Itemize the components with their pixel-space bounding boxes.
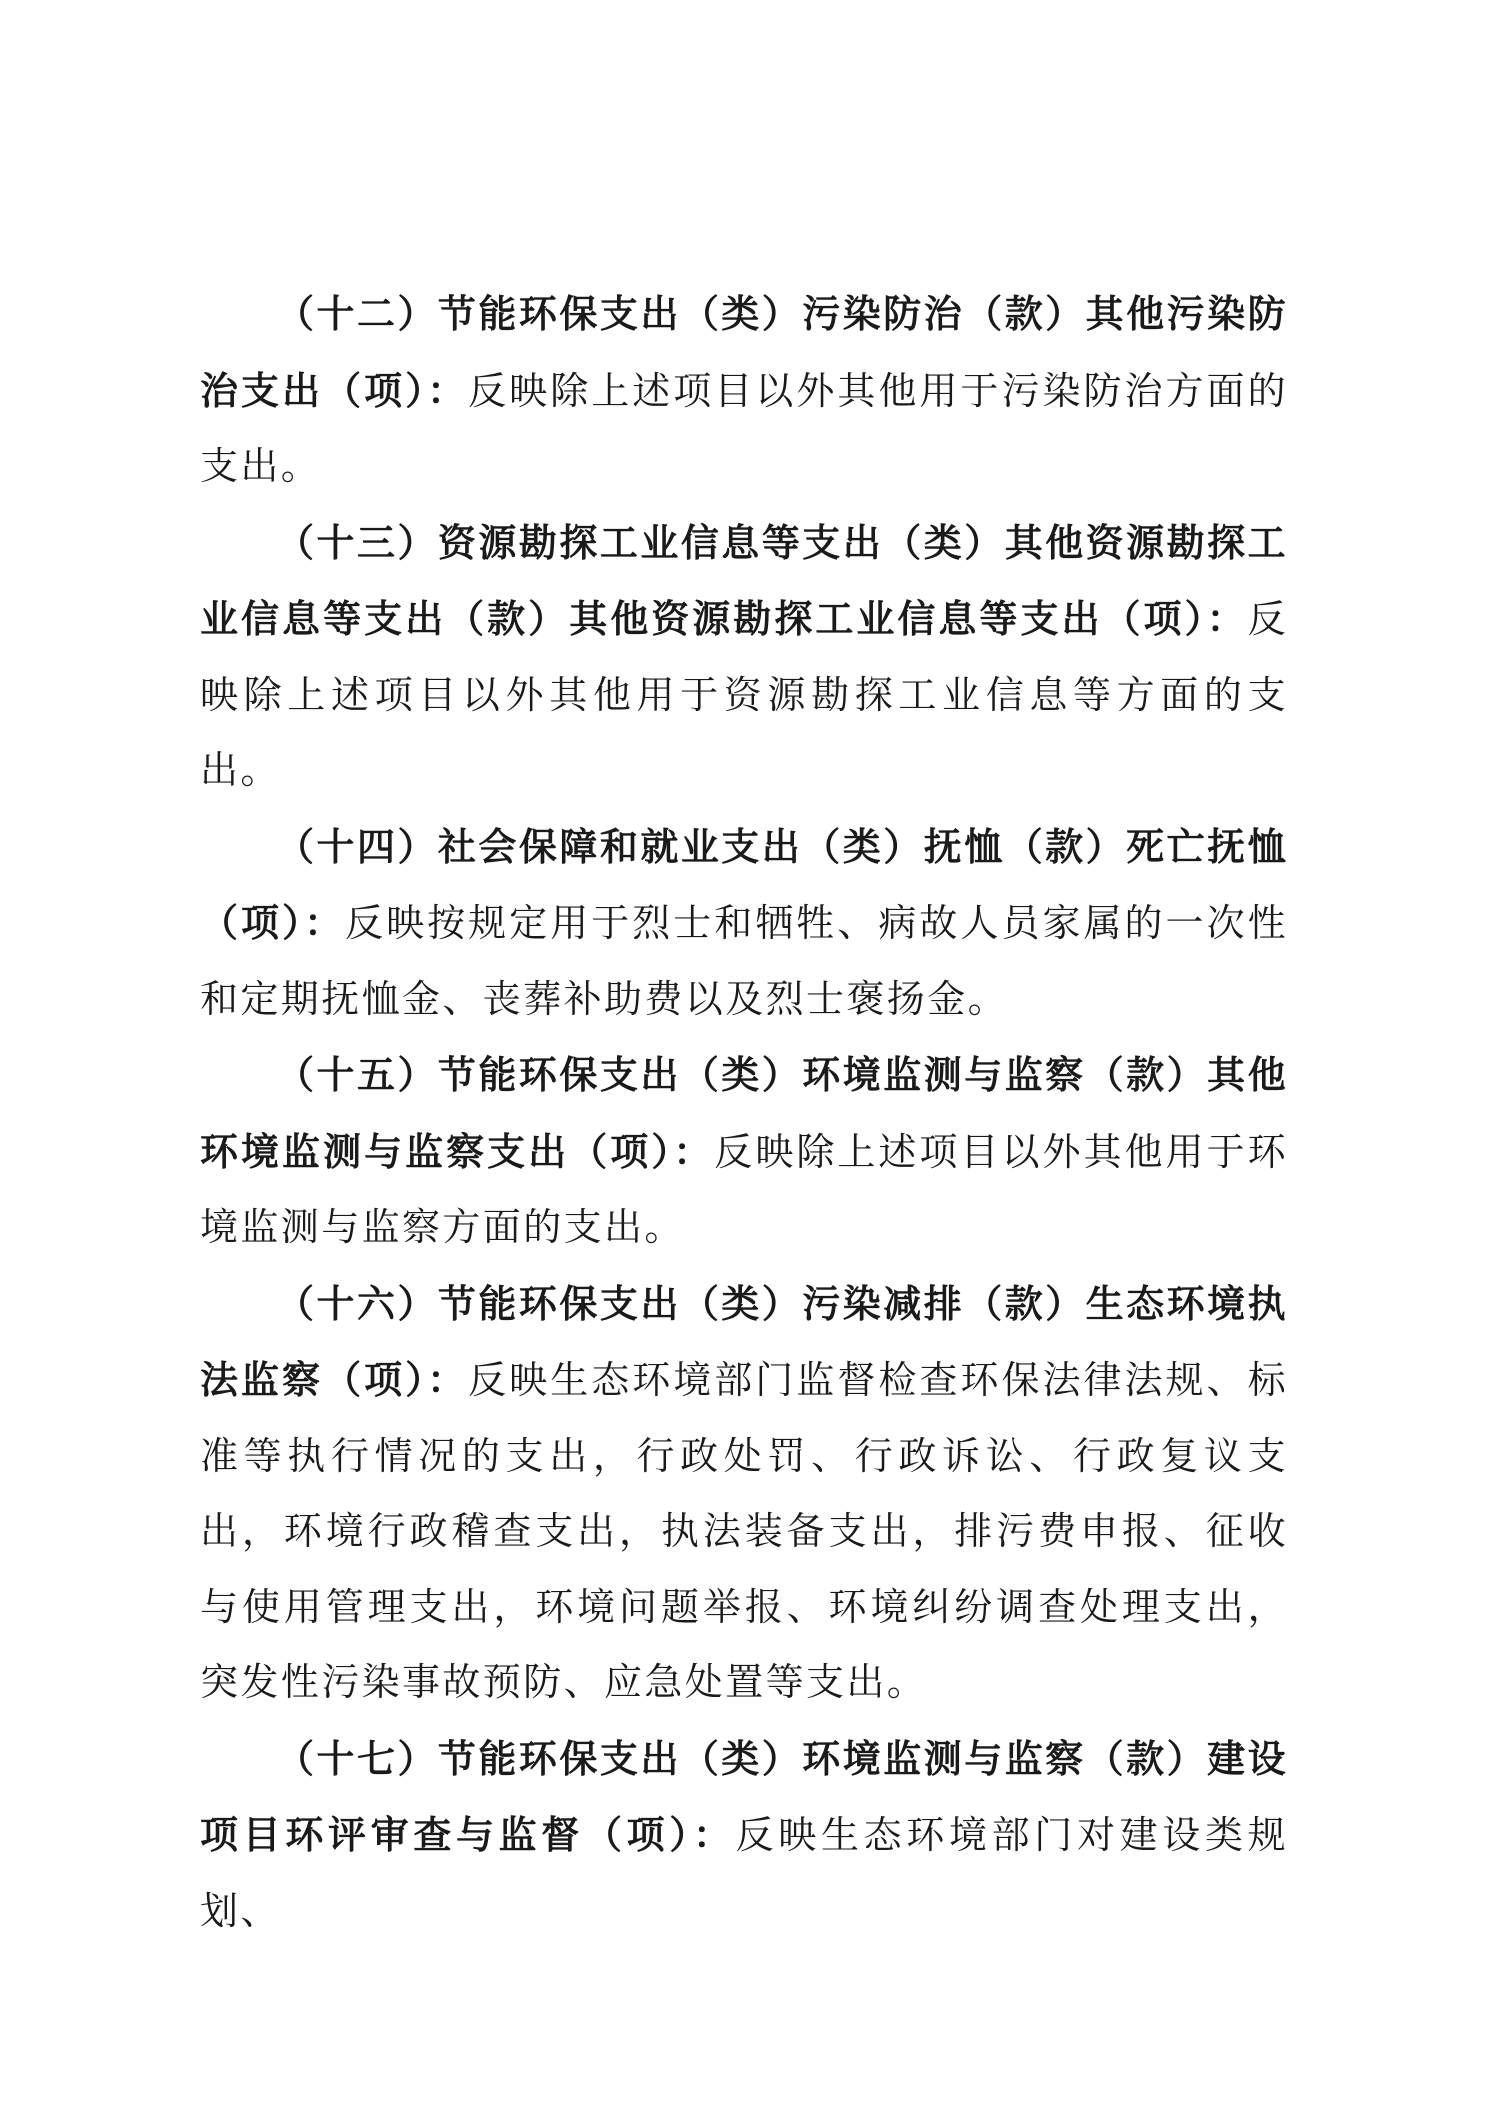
- paragraph-body: 反映按规定用于烈士和牺牲、病故人员家属的一次性和定期抚恤金、丧葬补助费以及烈士褒扬金。: [200, 901, 1288, 1021]
- paragraph-17: [200, 1721, 1288, 1950]
- paragraph-15: [200, 1037, 1288, 1266]
- paragraph-body: 反映生态环境部门监督检查环保法律法规、标准等执行情况的支出，行政处罚、行政诉讼、行政复议支出，环境行政稽查支出，执法装备支出，排污费申报、征收与使用管理支出，环境问题举报、环境纠纷调查处理支出，突发性污染事故预防、应急处置等支出。: [200, 1358, 1288, 1704]
- paragraph-body: 反映除上述项目以外其他用于资源勘探工业信息等方面的支出。: [200, 597, 1288, 792]
- paragraph-body: 反映除上述项目以外其他用于环境监测与监察方面的支出。: [200, 1129, 1288, 1249]
- paragraph-14: [200, 809, 1288, 1038]
- paragraph-heading: （十二）节能环保支出（类）污染防治（款）其他污染防治支出（项）：: [200, 291, 1288, 413]
- paragraph-heading: （十五）节能环保支出（类）环境监测与监察（款）其他环境监测与监察支出（项）：: [200, 1052, 1288, 1174]
- paragraph-13: [200, 505, 1288, 809]
- document-page: [200, 276, 1288, 1949]
- paragraph-body: 反映生态环境部门对建设类规划、: [200, 1813, 1289, 1933]
- paragraph-heading: （十六）节能环保支出（类）污染减排（款）生态环境执法监察（项）：: [200, 1280, 1288, 1402]
- paragraph-heading: （十三）资源勘探工业信息等支出（类）其他资源勘探工业信息等支出（款）其他资源勘探工业信息等支出（项）：: [200, 519, 1288, 641]
- paragraph-body: 反映除上述项目以外其他用于污染防治方面的支出。: [200, 368, 1288, 488]
- paragraph-heading: （十四）社会保障和就业支出（类）抚恤（款）死亡抚恤（项）：: [200, 823, 1288, 945]
- paragraph-12: [200, 276, 1288, 505]
- paragraph-16: [200, 1266, 1288, 1721]
- paragraph-heading: （十七）节能环保支出（类）环境监测与监察（款）建设项目环评审查与监督（项）：: [200, 1735, 1288, 1857]
